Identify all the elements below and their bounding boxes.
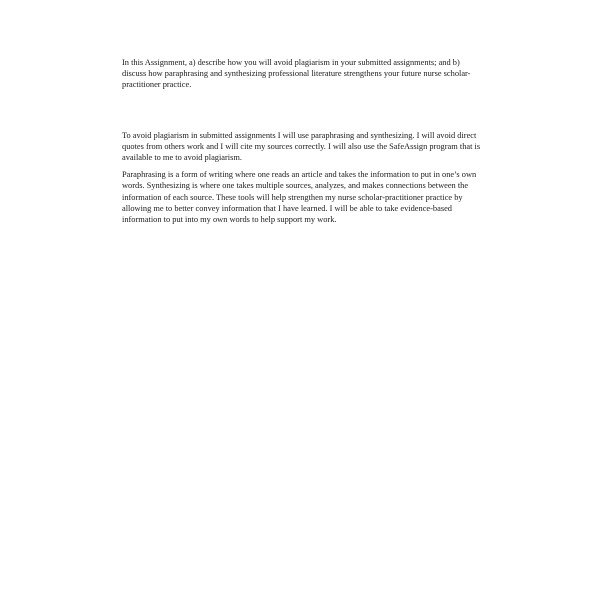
prompt-paragraph: In this Assignment, a) describe how you will avoid plagiarism in your submitted assignments; and b) discuss how paraphrasing and synthesizing professional literature strengthens your future nurse scholar-practitioner practice.	[122, 58, 471, 90]
assignment-response	[122, 130, 484, 225]
response-paragraph-1: To avoid plagiarism in submitted assignments I will use paraphrasing and synthesizing. I will avoid direct quotes from others work and I will cite my sources correctly. I will also use the SafeAssign program that is available to me to avoid plagiarism.	[122, 131, 481, 163]
response-paragraph-2: Paraphrasing is a form of writing where one reads an article and takes the information to put in one’s own words. Synthesizing is where one takes multiple sources, analyzes, and makes connections between the information of each source. These tools will help strengthen my nurse scholar-practitioner practice by allowing me to better convey information that I have learned. I will be able to take evidence-based information to put into my own words to help support my work.	[122, 170, 477, 224]
assignment-prompt	[122, 57, 484, 91]
